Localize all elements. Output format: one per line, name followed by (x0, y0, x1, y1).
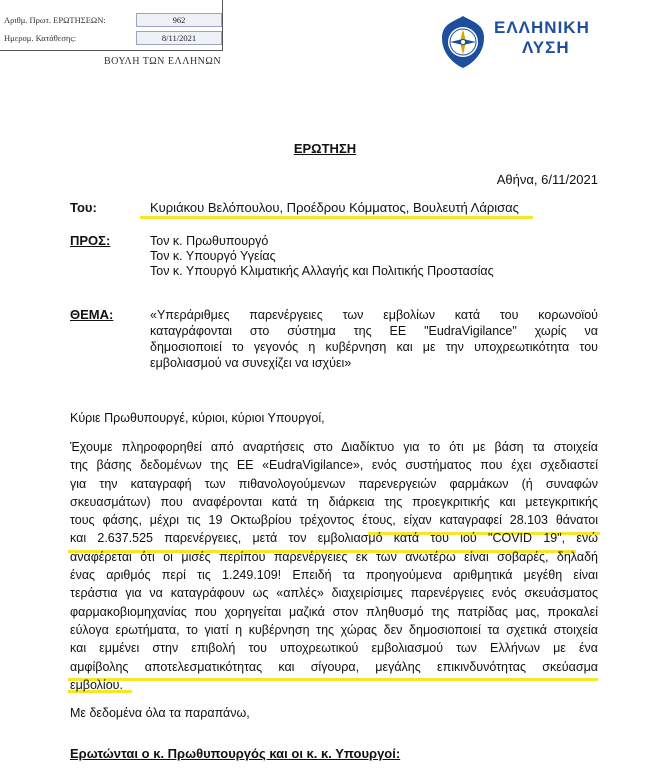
protocol-row (4, 14, 186, 26)
compass-emblem-icon (438, 14, 488, 70)
body-line: τους φάσης, μέχρι τις 19 Οκτωβρίου τρέχοντος έτους, είχαν καταγραφεί 28.103 θάνατοι (70, 513, 598, 528)
protocol-value: 962 (136, 13, 222, 27)
subject-line: καταγράφονται στο σύστημα της ΕΕ "EudraVigilance" χωρίς να (150, 324, 598, 338)
party-logo (436, 8, 636, 78)
logo-line1: ΕΛΛΗΝΙΚΗ (494, 18, 590, 37)
to-label: Του: (70, 200, 97, 215)
document-title: ΕΡΩΤΗΣΗ (293, 141, 357, 156)
body-line: για την καταγραφή των πιθανολογούμενων παρενεργειών φαρμάκων (ή συναφών (70, 476, 598, 491)
body-line: τεράστια για να καταγράφουν ως «απλές» διαχειρίσιμες παρενέργειες ενός σκευάσματος (70, 586, 598, 601)
body-line: σκευασμάτων) που αναφέρονται κατά τη διάρκεια της προεγκριτικής και μετεγκριτικής (70, 494, 598, 509)
body-line: εμβολίου. (70, 677, 123, 692)
body-paragraph (70, 438, 598, 694)
to-value: Κυριάκου Βελόπουλου, Προέδρου Κόμματος, Βουλευτή Λάρισας (150, 200, 519, 215)
subject-text (150, 307, 598, 371)
body-line: Έχουμε πληροφορηθεί από αναρτήσεις στο Διαδίκτυο για το ότι με βάση τα στοιχεία (70, 440, 598, 454)
closing-line: Με δεδομένα όλα τα παραπάνω, (70, 706, 250, 720)
protocol-stamp (0, 0, 223, 51)
filing-date-row (4, 32, 197, 44)
body-line: φαρμακοβιομηχανίας που χορηγείται μαζικά στον πληθυσμό της πατρίδας μας, προκαλεί (70, 604, 598, 619)
body-line: και εμμένει στην επιβολή του υποχρεωτικού εμβολιασμού των Ελλήνων με ένα (70, 641, 598, 656)
salutation: Κύριε Πρωθυπουργέ, κύριοι, κύριοι Υπουργοί, (70, 411, 325, 425)
recipient-line: Τον κ. Υπουργό Υγείας (150, 249, 276, 263)
body-line: ένας αριθμός περί τις 1.249.109! Επειδή τα προηγούμενα αριθμητικά μεγέθη είναι (70, 568, 598, 583)
body-line: αναφέρεται ότι οι μισές περίπου παρενέργειες εκ των ανωτέρω είναι σοβαρές, δηλαδή (70, 549, 598, 564)
body-line: της βάσης δεδομένων της ΕΕ «EudraVigilance», ενός συστήματος που έχει σχεδιαστεί (70, 458, 598, 473)
filing-date-value: 8/11/2021 (136, 31, 222, 45)
document-date: Αθήνα, 6/11/2021 (496, 172, 598, 187)
question-heading: Ερωτώνται ο κ. Πρωθυπουργός και οι κ. κ. Υπουργοί: (70, 746, 401, 761)
recipient-line: Τον κ. Πρωθυπουργό (150, 234, 269, 248)
recipient-line: Τον κ. Υπουργό Κλιματικής Αλλαγής και Πολιτικής Προστασίας (150, 264, 494, 278)
body-line: εύλογα ερωτήματα, το γιατί η κυβέρνηση της χώρας δεν δημοσιοποιεί τα σχετικά στοιχεία (70, 622, 598, 637)
body-line: και 2.637.525 παρενέργειες, μετά τον εμβολιασμό κατά του ιού "COVID 19", ενώ (70, 531, 598, 546)
body-line: αμφίβολης αποτελεσματικότητας και σίγουρα, μεγάλης επικινδυνότητας σκεύασμα (70, 659, 598, 674)
subject-line: δημοσιοποιεί το γεγονός η κυβέρνηση και με την υποχρεωτικότητα του (150, 340, 598, 354)
pros-label: ΠΡΟΣ: (70, 233, 111, 248)
subject-line: «Υπεράριθμες παρενέργειες των εμβολίων κατά του κορωνοϊού (150, 308, 598, 322)
parliament-name: ΒΟΥΛΗ ΤΩΝ ΕΛΛΗΝΩΝ (104, 56, 222, 67)
filing-date-label: Ημερομ. Κατάθεσης: (4, 33, 77, 43)
subject-line: εμβολιασμού να συνεχίζει να ισχύει» (150, 356, 352, 370)
protocol-label: Αριθμ. Πρωτ. ΕΡΩΤΗΣΕΩΝ: (4, 15, 106, 25)
thema-label: ΘΕΜΑ: (70, 307, 114, 322)
logo-line2: ΛΥΣΗ (522, 38, 570, 57)
highlight-mark (140, 216, 533, 219)
